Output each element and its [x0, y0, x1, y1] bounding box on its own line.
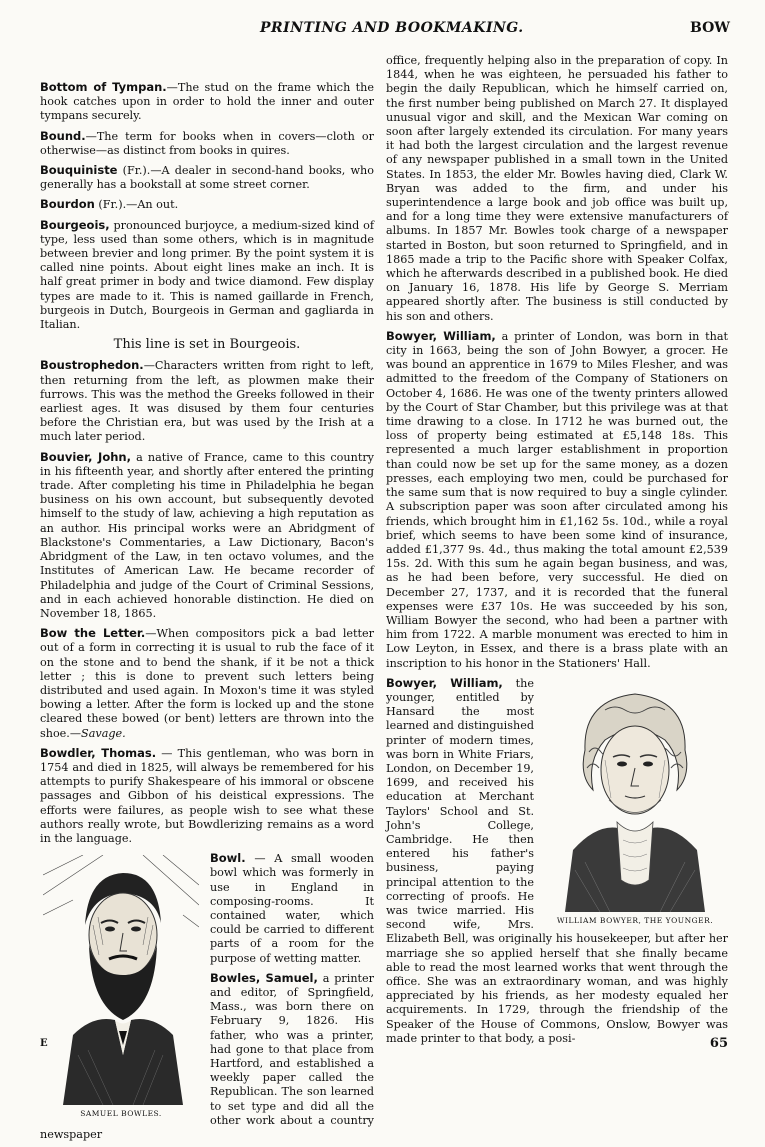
william-bowyer-engraving	[545, 680, 725, 912]
headword: Boustrophedon.	[40, 358, 144, 373]
entry-bouvier	[40, 450, 374, 621]
entry-text: —When compositors pick a bad letter out of a form in correcting it is usual to rub the face of it on the stone and to bend the shank, if it be not a thick letter ; this is done to prevent such letters being distributed and used again. In Moxon's time it was styled bowing a letter. After the form is locked up and the stone cleared these bowed (or bent) letters are thrown into the shoe.—	[40, 627, 374, 740]
entry-bowdler	[40, 746, 374, 846]
headword: Bowyer, William,	[386, 675, 503, 690]
entry-source: Savage.	[81, 726, 126, 740]
samuel-bowles-engraving	[43, 855, 199, 1105]
portrait-caption: WILLIAM BOWYER, THE YOUNGER.	[556, 915, 714, 925]
entry-text: the younger, entitled by Hansard the most learned and distinguished printer of modern times, was born in White Friars, London, on December 19, 1699, and received his education at Merchant Taylors' School and St. John's College, Cambridge. He then entered his father's business, paying principal attention to the correcting of proofs. He was twice married. His second wife, Mrs. Elizabeth Bell, was originally his housekeeper, but after her marriage she so applied herself that she finally became able to read the most learned works that went through the office. She was an extraordinary woman, and was highly appreciated by his friends, as her modesty equaled her acquirements. In 1729, through the friendship of the Speaker of the House of Commons, Onslow, Bowyer was made printer to that body, a posi-	[386, 676, 728, 1045]
portrait-caption: SAMUEL BOWLES.	[80, 1109, 162, 1119]
headword: Bottom of Tympan.	[40, 80, 167, 94]
headword: Bowyer, William,	[386, 328, 496, 343]
running-title: PRINTING AND BOOKMAKING.	[260, 20, 524, 36]
entry-bow-the-letter	[40, 626, 374, 741]
entry-bouquiniste	[40, 163, 374, 192]
entry-bound	[40, 129, 374, 158]
running-head	[40, 20, 730, 42]
entry-text: — A small wooden bowl which was formerly in use in England in composing-rooms. It contained water, which could be carried to different parts of a room for the purpose of wetting matter.	[210, 852, 374, 965]
entry-text: (Fr.).—A dealer in second-hand books, who generally has a bookstall at some street corner.	[40, 164, 374, 192]
headword: Bow the Letter.	[40, 626, 146, 641]
headword: Bowles, Samuel,	[210, 970, 318, 985]
entry-boustrophedon	[40, 358, 374, 444]
entry-text: a printer and editor, of Springfield, Mass., was born there on February 9, 1826. His father, who was a printer, had gone to that place from Hartford, and established a weekly paper called the Republican. The son learned to set type and did all the other work about a country newspaper	[40, 971, 374, 1142]
entry-bottom-of-tympan	[40, 80, 374, 124]
headword: Bowdler, Thomas.	[40, 745, 157, 760]
headword: Bourgeois,	[40, 217, 110, 232]
signature-mark: E	[40, 1038, 48, 1049]
left-column	[40, 80, 374, 1147]
headword: Bound.	[40, 128, 86, 143]
entry-text: —The term for books when in covers—cloth or otherwise—as distinct from books in quires.	[40, 129, 374, 157]
page-number: 65	[709, 1036, 728, 1051]
headword: Bourdon	[40, 197, 95, 212]
entry-bowles-continued: office, frequently helping also in the preparation of copy. In 1844, when he was eighteen, he persuaded his father to begin the daily Republican, which he himself carried on, the first number being published on March 27. It displayed unusual vigor and skill, and the Mexican War coming on soon after largely extended its circulation. For many years it had both the largest circulation and the largest revenue of any newspaper published in a small town in the United States. In 1853, the elder Mr. Bowles having died, Clark W. Bryan was added to the firm, and under his superintendence a large book and job office was built up, and for a long time they were extensive manufacturers of albums. In 1857 Mr. Bowles took charge of a newspaper started in Boston, but soon returned to Springfield, and in 1865 made a trip to the Pacific shore with Speaker Colfax, which he afterwards described in a published book. He died on January 16, 1878. His life by George S. Merriam appeared shortly after. The business is still conducted by his son and others.	[386, 54, 728, 323]
entry-text: — This gentleman, who was born in 1754 and died in 1825, will always be remembered for his attempts to purify Shakespeare of his immoral or obscene passages and Gibbon of his deistical expressions. The efforts were failures, as people wish to see what these authors really wrote, but Bowdlerizing remains as a word in the language.	[40, 746, 374, 845]
entry-text: (Fr.).—An out.	[94, 198, 179, 212]
entry-bowyer-william	[386, 329, 728, 671]
headword: Bouvier, John,	[40, 449, 131, 464]
entry-bourgeois	[40, 218, 374, 333]
guide-word: BOW	[689, 20, 730, 36]
entry-text: a printer of London, was born in that city in 1663, being the son of John Bowyer, a grocer. He was bound an apprentice in 1679 to Miles Flesher, and was admitted to the freedom of the Company of Stationers on October 4, 1686. He was one of the twenty printers allowed by the Court of Star Chamber, but this privilege was at that time drawing to a close. In 1712 he was burned out, the loss of property being estimated at £5,148 18s. This represented a much larger establishment in proportion than could now be set up for the same money, as a dozen presses, each employing two men, could be purchased for the same sum that is now required to buy a single cylinder. A subscription paper was soon after circulated among his friends, which brought him in £1,162 5s. 10d., while a royal brief, which seems to have been some kind of insurance, added £1,377 9s. 4d., thus making the total amount £2,539 15s. 2d. With this sum he again began business, and was, as he had been before, very successful. He died on December 27, 1737, and it is recorded that the funeral expenses were £37 10s. He was succeeded by his son, William Bowyer the second, who had been a partner with him from 1722. A marble monument was erected to him in Low Leyton, in Essex, and there is a brass plate with an inscription to his honor in the Stationers' Hall.	[386, 329, 728, 670]
portrait-william-bowyer	[542, 680, 728, 928]
entry-text: —The stud on the frame which the hook catches upon in order to hold the inner and outer tympans securely.	[40, 81, 374, 123]
entry-text: —Characters written from right to left, then returning from the left, as plowmen make their furrows. This was the method the Greeks followed in their earliest ages. It was disused by them four centuries before the Christian era, but was used by the Irish at a much later period.	[40, 359, 374, 444]
portrait-samuel-bowles	[40, 855, 202, 1121]
entry-text: pronounced burjoyce, a medium-sized kind of type, less used than some others, which is in magnitude between brevier and long primer. By the point system it is called nine points. About eight lines make an inch. It is half great primer in body and twice diamond. Few display types are made to it. This is named gaillarde in French, burgeois in Dutch, Bourgeois in German and gagliarda in Italian.	[40, 218, 374, 332]
headword: Bouquiniste	[40, 163, 118, 178]
right-column	[386, 54, 728, 1051]
entry-bourdon	[40, 197, 374, 212]
bourgeois-sample-line: This line is set in Bourgeois.	[113, 337, 301, 353]
headword: Bowl.	[210, 851, 246, 866]
entry-text: a native of France, came to this country in his fifteenth year, and shortly after entered the printing trade. After completing his time in Philadelphia he began business on his own account, but subsequently devoted himself to the study of law, achieving a high reputation as an author. His principal works were an Abridgment of Blackstone's Commentaries, a Law Dictionary, Bacon's Abridgment of the Law, in ten octavo volumes, and the Institutes of American Law. He became recorder of Philadelphia and judge of the Court of Criminal Sessions, and in each achieved honorable distinction. He died on November 18, 1865.	[40, 450, 374, 620]
